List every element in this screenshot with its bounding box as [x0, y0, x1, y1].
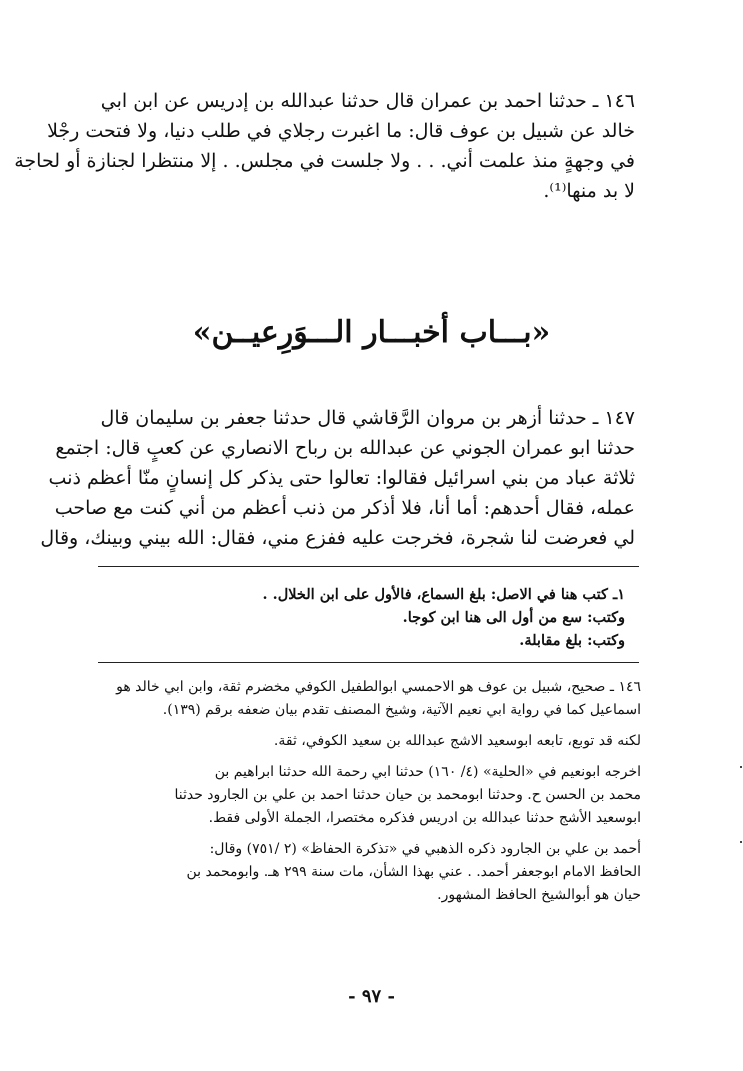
text-line: لا بد منها⁽¹⁾. [543, 180, 635, 202]
takhrij-commentary [96, 676, 641, 907]
commentary-divider [98, 662, 639, 663]
commentary-line: اخرجه ابونعيم في «الحلية» (٤/ ١٦٠) حدثنا ابي رحمة الله حدثنا ابراهيم بن [214, 764, 641, 780]
scan-speck [740, 766, 742, 768]
commentary-line: محمد بن الحسن ح. وحدثنا ابومحمد بن حيان حدثنا احمد بن علي بن الجارود حدثنا [174, 787, 641, 803]
commentary-line: اسماعيل كما في رواية ابي نعيم الآتية، وشيخ المصنف تقدم بيان ضعفه برقم (١٣٩). [162, 702, 641, 718]
commentary-line: حيان هو أبوالشيخ الحافظ المشهور. [437, 887, 641, 903]
note-line: ١ـ كتب هنا في الاصل: بلغ السماع، فالأول على ابن الخلال. . [262, 586, 625, 603]
text-line: ثلاثة عباد من بني اسرائيل فقالوا: تعالوا حتى يذكر كل إنسانٍ منّا أعظم ذنب [48, 467, 635, 489]
text-line: حدثنا ابو عمران الجوني عن عبدالله بن رباح الانصاري عن كعبٍ قال: اجتمع [55, 437, 635, 459]
page-number: - ٩٧ - [348, 986, 395, 1007]
text-line: لي فعرضت لنا شجرة، فخرجت عليه ففزع مني، فقال: الله بيني وبينك، وقال [40, 527, 635, 549]
spacer [96, 753, 641, 761]
note-line: وكتب: بلغ مقابلة. [519, 632, 625, 649]
text-line: ١٤٧ ـ حدثنا أزهر بن مروان الرَّقاشي قال حدثنا جعفر بن سليمان قال [100, 407, 635, 429]
footnote-divider [98, 566, 639, 567]
text-line: ١٤٦ ـ حدثنا احمد بن عمران قال حدثنا عبدالله بن إدريس عن ابن ابي [100, 90, 635, 112]
hadith-146-paragraph [14, 86, 635, 206]
note-line: وكتب: سع من أول الى هنا ابن كوجا. [402, 609, 625, 626]
commentary-line: الحافظ الامام ابوجعفر أحمد. . عني بهذا الشأن، مات سنة ٢٩٩ هـ. وابومحمد بن [186, 864, 641, 880]
text-line: في وجهةٍ منذ علمت أني. . . ولا جلست في مجلس. . إلا منتظرا لجنازة أو لحاجة [14, 150, 635, 172]
text-line: خالد عن شبيل بن عوف قال: ما اغبرت رجلاي في طلب دنيا، ولا فتحت رجْلا [47, 120, 635, 142]
manuscript-notes [120, 583, 625, 652]
commentary-line: أحمد بن علي بن الجارود ذكره الذهبي في «تذكرة الحفاظ» (٢ /٧٥١) وقال: [209, 841, 641, 857]
commentary-line: لكنه قد توبع، تابعه ابوسعيد الاشج عبدالله بن سعيد الكوفي، ثقة. [273, 733, 641, 749]
commentary-line: ١٤٦ ـ صحيح، شبيل بن عوف هو الاحمسي ابوالطفيل الكوفي مخضرم ثقة، وابن ابي خالد هو [116, 679, 641, 695]
spacer [96, 830, 641, 838]
chapter-heading: «بـــاب أخبـــار الـــوَرِعيــن» [192, 315, 551, 350]
text-line: عمله، فقال أحدهم: أما أنا، فلا أذكر من ذنب أعظم من أني كنت مع صاحب [54, 497, 635, 519]
hadith-147-paragraph [40, 403, 635, 553]
commentary-line: ابوسعيد الأشج حدثنا عبدالله بن ادريس فذكره مختصرا، الجملة الأولى فقط. [208, 810, 641, 826]
scan-speck [740, 841, 742, 843]
spacer [96, 722, 641, 730]
